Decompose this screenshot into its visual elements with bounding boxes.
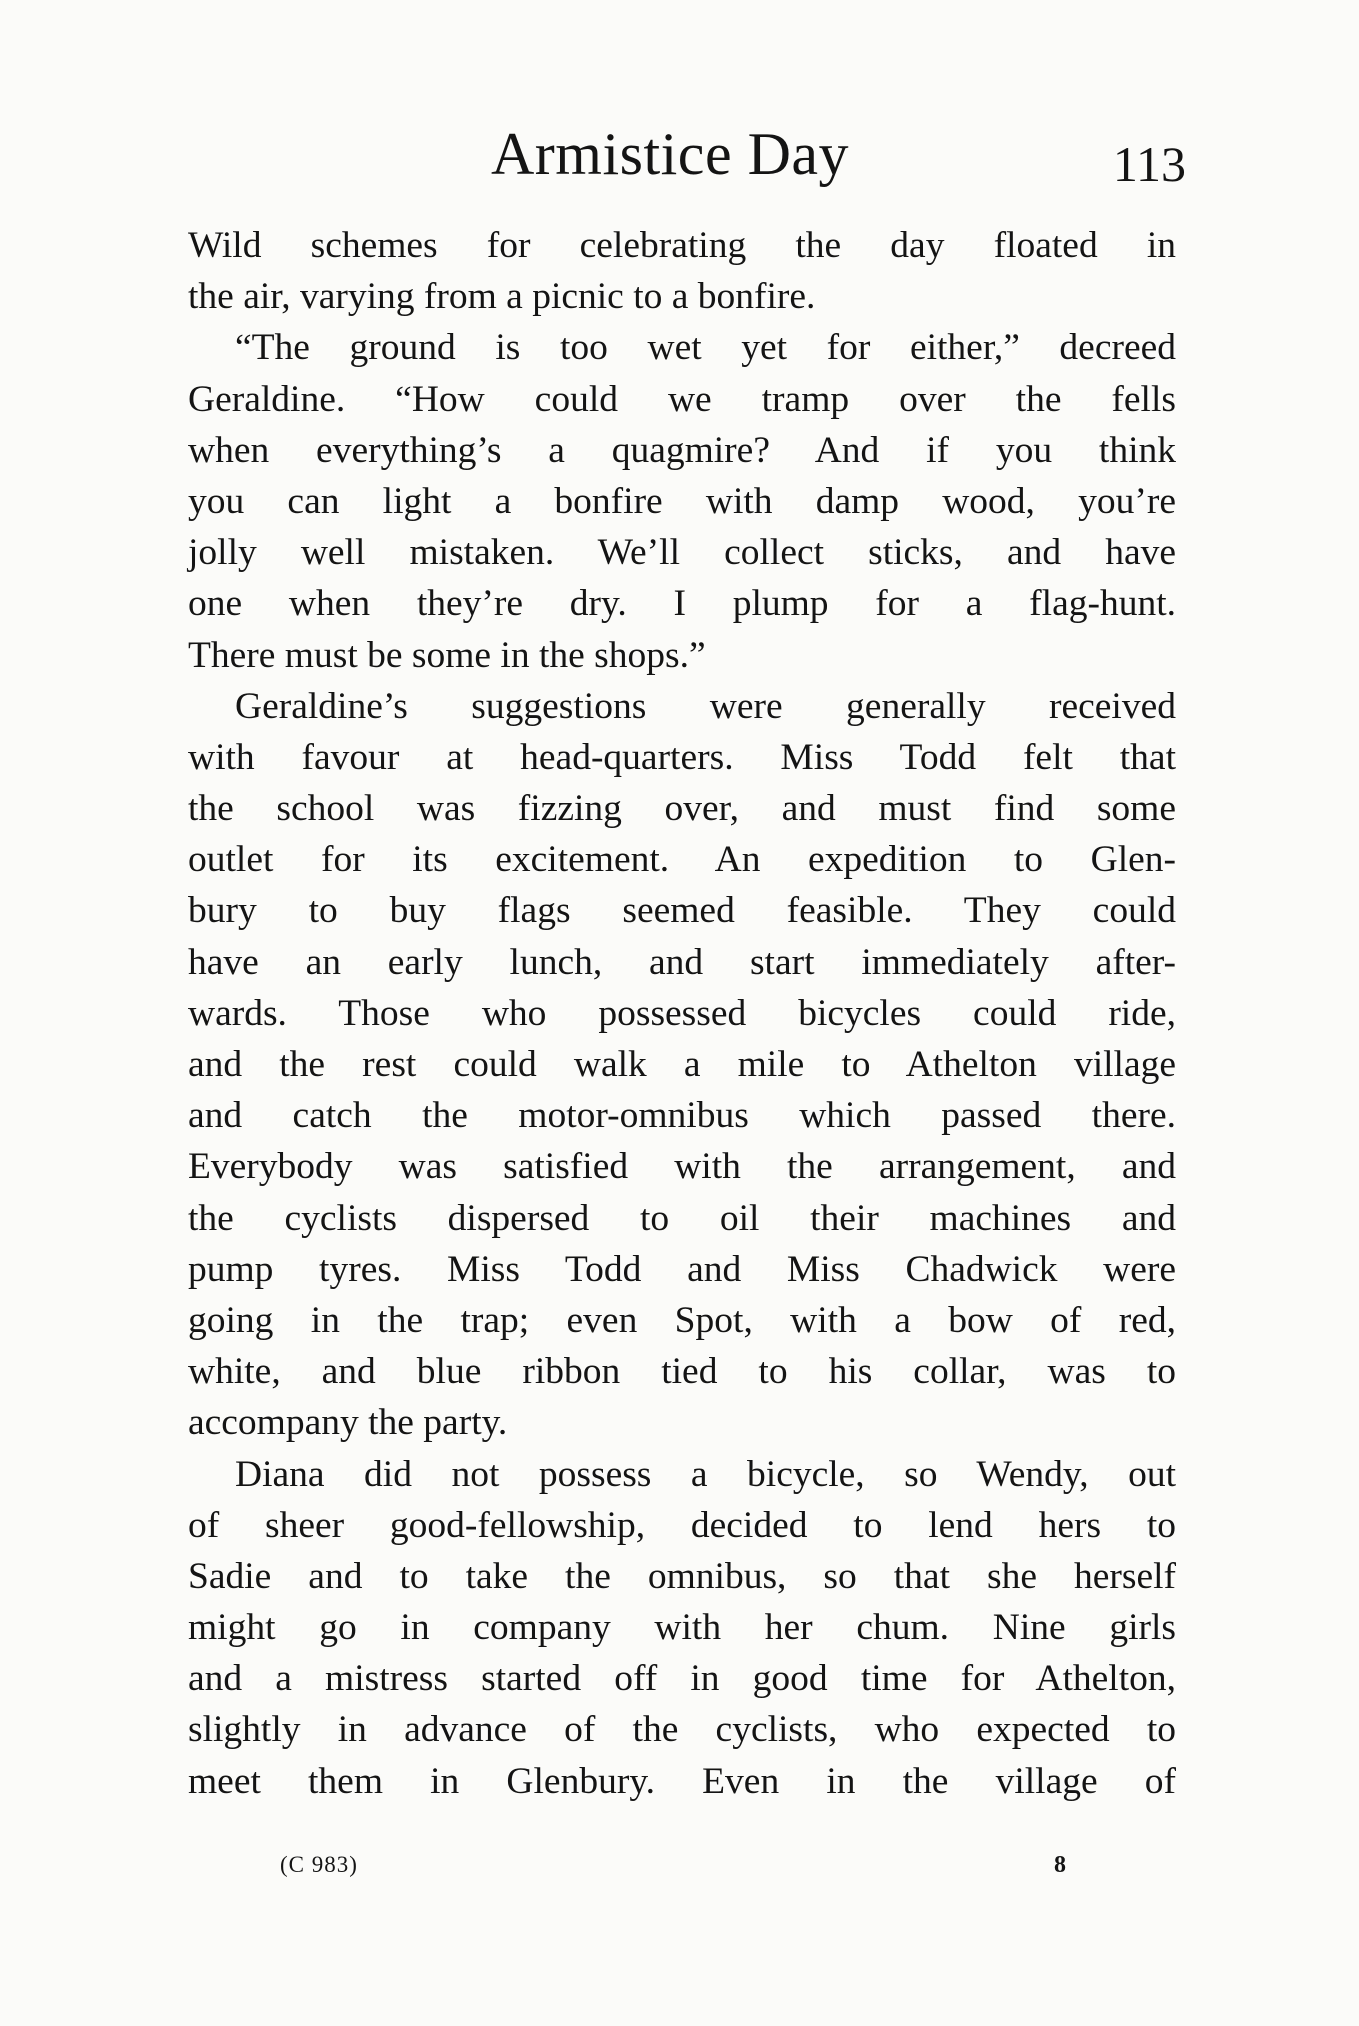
- paragraph-4-line: slightly in advance of the cyclists, who expected to: [188, 1709, 1176, 1751]
- paragraph-2-line: Geraldine. “How could we tramp over the fells: [188, 378, 1176, 420]
- paragraph-4-line: meet them in Glenbury. Even in the village of: [188, 1760, 1176, 1802]
- paragraph-2-line: when everything’s a quagmire? And if you think: [188, 429, 1176, 471]
- paragraph-4-line: might go in company with her chum. Nine girls: [188, 1607, 1176, 1649]
- paragraph-3-line: and the rest could walk a mile to Athelton village: [188, 1044, 1176, 1085]
- paragraph-3-line: accompany the party.: [188, 1402, 508, 1444]
- paragraph-2-line: “The ground is too wet yet for either,” decreed: [235, 327, 1176, 369]
- paragraph-1-line: the air, varying from a picnic to a bonfire.: [188, 276, 816, 318]
- paragraph-2-line: There must be some in the shops.”: [188, 634, 706, 676]
- body-text: [188, 220, 1176, 1807]
- paragraph-4-line: Diana did not possess a bicycle, so Wendy, out: [235, 1453, 1176, 1495]
- paragraph-3-line: white, and blue ribbon tied to his collar, was to: [188, 1351, 1176, 1393]
- paragraph-3-line: Geraldine’s suggestions were generally received: [235, 685, 1176, 727]
- paragraph-3-line: Everybody was satisfied with the arrangement, and: [188, 1146, 1176, 1188]
- paragraph-2-line: you can light a bonfire with damp wood, you’re: [188, 480, 1176, 522]
- paragraph-3-line: bury to buy flags seemed feasible. They could: [188, 890, 1176, 932]
- paragraph-2-line: one when they’re dry. I plump for a flag-hunt.: [188, 583, 1176, 625]
- running-head-title: Armistice Day: [490, 121, 850, 187]
- sheet-signature-number: 8: [1054, 1852, 1066, 1878]
- paragraph-3-line: have an early lunch, and start immediately after-: [188, 941, 1176, 983]
- printer-signature-code: (C 983): [280, 1852, 358, 1877]
- page-number: 113: [1112, 136, 1186, 192]
- paragraph-3-line: going in the trap; even Spot, with a bow of red,: [188, 1299, 1176, 1341]
- paragraph-3-line: the school was fizzing over, and must find some: [188, 788, 1176, 830]
- paragraph-3-line: with favour at head-quarters. Miss Todd felt that: [188, 736, 1176, 778]
- paragraph-4-line: Sadie and to take the omnibus, so that she herself: [188, 1555, 1176, 1597]
- paragraph-2-line: jolly well mistaken. We’ll collect sticks, and have: [188, 532, 1176, 574]
- paragraph-3-line: and catch the motor-omnibus which passed there.: [188, 1095, 1176, 1137]
- paragraph-3-line: wards. Those who possessed bicycles could ride,: [188, 992, 1176, 1034]
- paragraph-3-line: pump tyres. Miss Todd and Miss Chadwick were: [188, 1248, 1176, 1290]
- paragraph-3-line: outlet for its excitement. An expedition to Glen-: [188, 839, 1176, 881]
- paragraph-4-line: of sheer good-fellowship, decided to lend hers to: [188, 1504, 1176, 1546]
- paragraph-4-line: and a mistress started off in good time for Athelton,: [188, 1658, 1176, 1700]
- paragraph-3-line: the cyclists dispersed to oil their machines and: [188, 1197, 1176, 1239]
- paragraph-1-line: Wild schemes for celebrating the day floated in: [188, 225, 1176, 266]
